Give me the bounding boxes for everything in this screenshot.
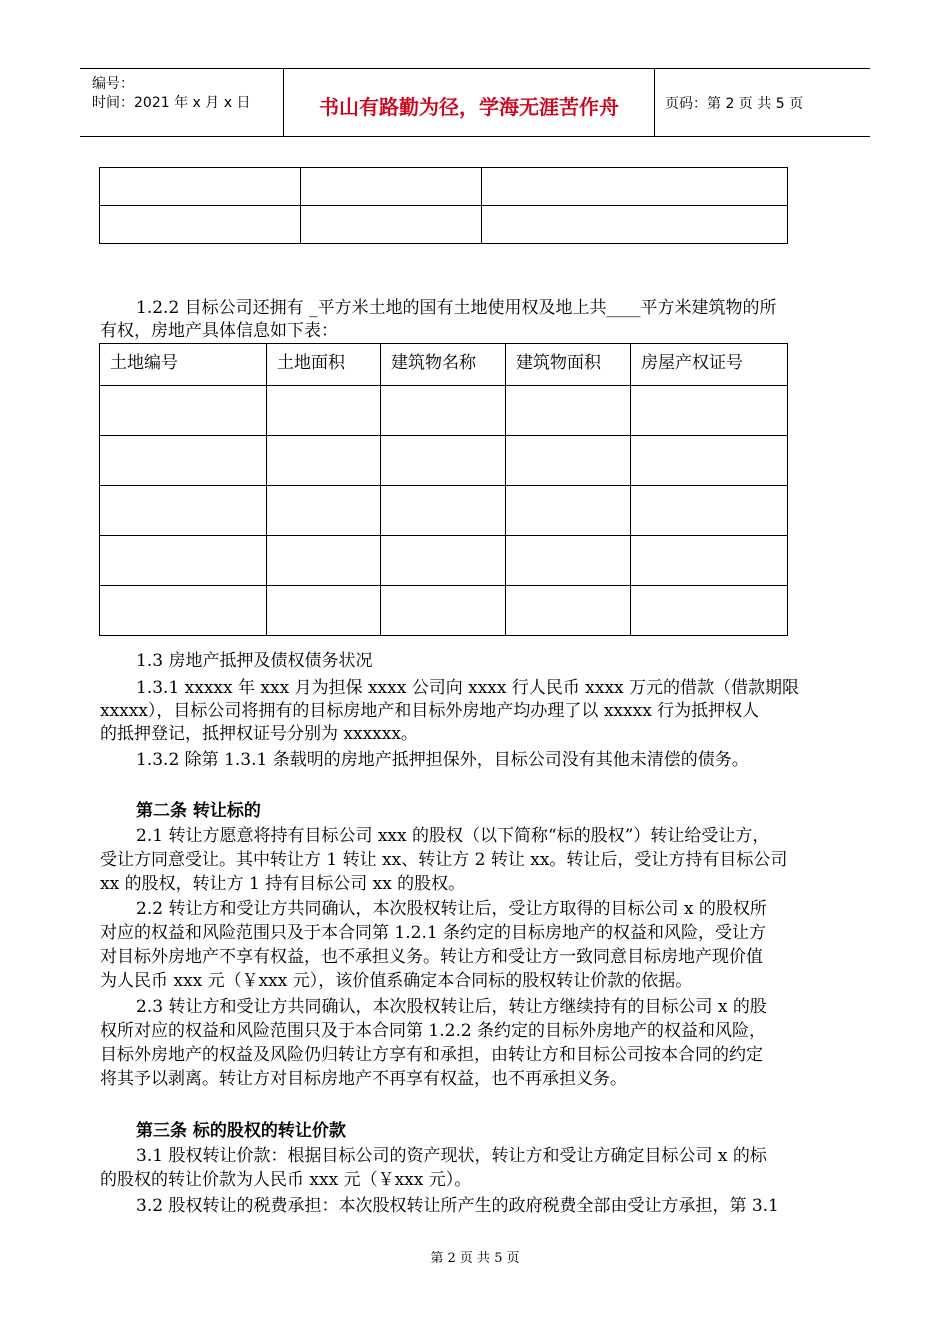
table-row	[100, 436, 788, 486]
paragraph-2-1-cont: 受让方同意受让。其中转让方 1 转让 xx、转让方 2 转让 xx。转让后，受让方持有目标公司	[100, 850, 788, 870]
table-row	[100, 586, 788, 636]
table-cell	[100, 536, 267, 586]
paragraph-1-3-1: 1.3.1 xxxxx 年 xxx 月为担保 xxxx 公司向 xxxx 行人民币 xxxx 万元的借款（借款期限	[136, 678, 800, 698]
table-cell	[267, 386, 381, 436]
table-cell	[631, 436, 788, 486]
table-cell	[301, 168, 482, 206]
header-motto-cell	[284, 69, 655, 136]
paragraph-1-2-2: 1.2.2 目标公司还拥有 _平方米土地的国有土地使用权及地上共____平方米建筑物的所	[136, 298, 777, 318]
table-cell	[100, 436, 267, 486]
col-header-building-area: 建筑物面积	[506, 344, 631, 386]
paragraph-2-2-cont2: 对目标外房地产不享有权益，也不承担义务。转让方和受让方一致同意目标房地产现价值	[100, 947, 763, 967]
table-cell	[506, 586, 631, 636]
table-cell	[482, 168, 788, 206]
paragraph-2-3: 2.3 转让方和受让方共同确认，本次股权转让后，转让方继续持有的目标公司 x 的股	[136, 997, 767, 1017]
table-cell	[267, 536, 381, 586]
col-header-land-area: 土地面积	[267, 344, 381, 386]
table-cell	[482, 206, 788, 244]
table-cell	[506, 536, 631, 586]
table-cell	[506, 386, 631, 436]
table-cell	[267, 586, 381, 636]
page-footer: 第 2 页 共 5 页	[430, 1251, 520, 1266]
property-table	[99, 343, 788, 636]
top-table	[99, 167, 788, 244]
number-label: 编号：	[92, 76, 134, 92]
paragraph-1-3-2: 1.3.2 除第 1.3.1 条载明的房地产抵押担保外，目标公司没有其他未清偿的债务。	[136, 750, 749, 770]
article-2-title: 第二条 转让标的	[136, 801, 261, 821]
table-cell	[631, 386, 788, 436]
table-row	[100, 168, 788, 206]
table-cell	[506, 486, 631, 536]
paragraph-3-1-cont: 的股权的转让价款为人民币 xxx 元（￥xxx 元）。	[100, 1170, 472, 1190]
table-row	[100, 206, 788, 244]
table-row	[100, 486, 788, 536]
table-cell	[267, 436, 381, 486]
col-header-building-name: 建筑物名称	[381, 344, 506, 386]
header-page-cell	[655, 69, 870, 136]
col-header-cert-no: 房屋产权证号	[631, 344, 788, 386]
paragraph-3-2: 3.2 股权转让的税费承担：本次股权转让所产生的政府税费全部由受让方承担，第 3.1	[136, 1196, 779, 1216]
paragraph-1-3-1-cont: xxxxx），目标公司将拥有的目标房地产和目标外房地产均办理了以 xxxxx 行为抵押权人	[100, 701, 760, 721]
paragraph-1-3-1-end: 的抵押登记，抵押权证号分别为 xxxxxx。	[100, 724, 418, 744]
table-cell	[631, 586, 788, 636]
table-cell	[631, 536, 788, 586]
table-cell	[381, 536, 506, 586]
table-cell	[631, 486, 788, 536]
paragraph-2-2: 2.2 转让方和受让方共同确认，本次股权转让后，受让方取得的目标公司 x 的股权所	[136, 899, 767, 919]
paragraph-3-1: 3.1 股权转让价款：根据目标公司的资产现状，转让方和受让方确定目标公司 x 的标	[136, 1146, 767, 1166]
table-cell	[100, 586, 267, 636]
table-row	[100, 386, 788, 436]
paragraph-2-2-cont1: 对应的权益和风险范围只及于本合同第 1.2.1 条约定的目标房地产的权益和风险，受让方	[100, 923, 767, 943]
col-header-land-no: 土地编号	[100, 344, 267, 386]
paragraph-2-1: 2.1 转让方愿意将持有目标公司 xxx 的股权（以下简称“标的股权”）转让给受让方，	[136, 826, 770, 846]
paragraph-2-1-end: xx 的股权，转让方 1 持有目标公司 xx 的股权。	[100, 874, 466, 894]
paragraph-2-3-end: 将其予以剥离。转让方对目标房地产不再享有权益，也不再承担义务。	[100, 1069, 627, 1089]
table-cell	[100, 486, 267, 536]
table-cell	[100, 168, 301, 206]
page-info: 页码：第 2 页 共 5 页	[665, 96, 804, 112]
table-header-row	[100, 344, 788, 386]
paragraph-2-3-cont2: 目标外房地产的权益及风险仍归转让方享有和承担，由转让方和目标公司按本合同的约定	[100, 1045, 763, 1065]
header-meta-cell	[80, 69, 284, 136]
table-cell	[381, 386, 506, 436]
motto: 书山有路勤为径，学海无涯苦作舟	[319, 95, 619, 119]
table-cell	[381, 586, 506, 636]
table-cell	[100, 386, 267, 436]
table-cell	[381, 436, 506, 486]
table-cell	[381, 486, 506, 536]
paragraph-2-2-end: 为人民币 xxx 元（￥xxx 元），该价值系确定本合同标的股权转让价款的依据。	[100, 971, 693, 991]
table-cell	[506, 436, 631, 486]
table-cell	[100, 206, 301, 244]
time-label: 时间：2021 年 x 月 x 日	[92, 95, 251, 111]
paragraph-2-3-cont1: 权所对应的权益和风险范围只及于本合同第 1.2.2 条约定的目标外房地产的权益和风险，	[100, 1021, 767, 1041]
table-cell	[301, 206, 482, 244]
table-row	[100, 536, 788, 586]
document-header	[80, 68, 870, 137]
section-1-3: 1.3 房地产抵押及债权债务状况	[136, 651, 373, 671]
paragraph-1-2-2-cont: 有权，房地产具体信息如下表：	[100, 321, 338, 341]
table-cell	[267, 486, 381, 536]
article-3-title: 第三条 标的股权的转让价款	[136, 1121, 346, 1141]
